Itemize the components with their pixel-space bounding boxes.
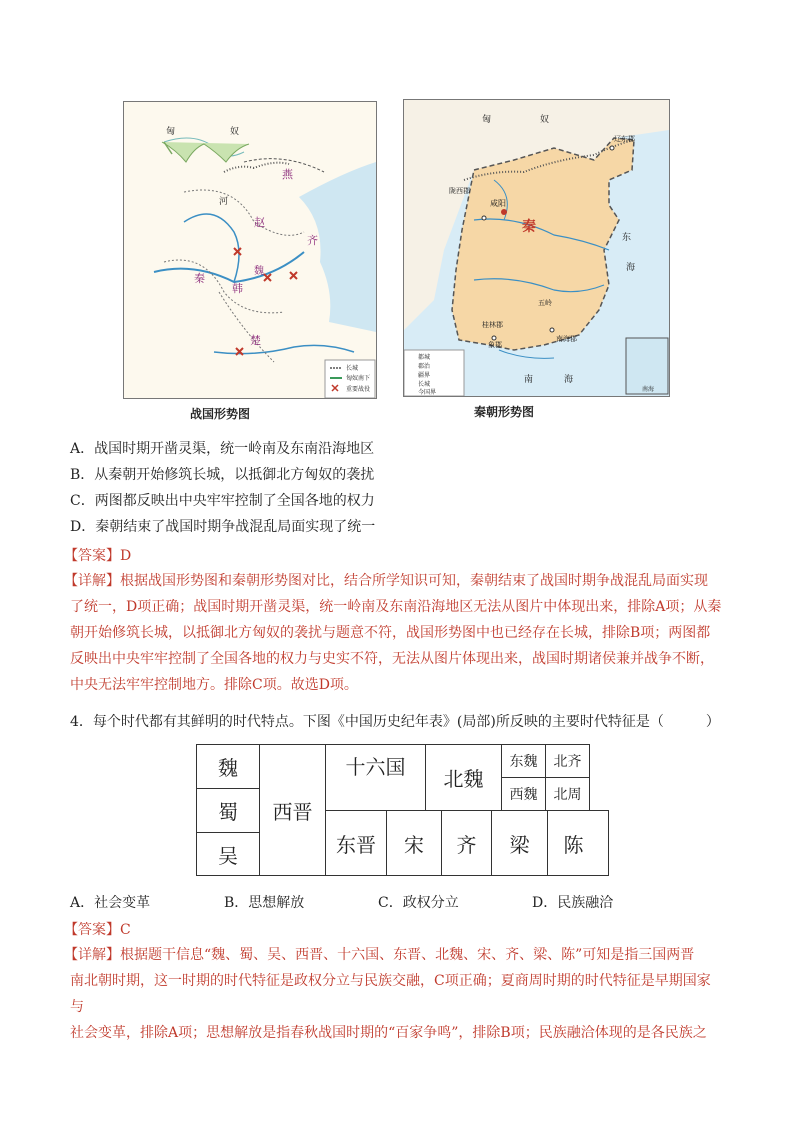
qin-label-sea2: 海 <box>626 263 636 273</box>
q4-detail-line-1 <box>64 942 724 968</box>
cell-song: 宋 <box>386 810 442 876</box>
q4-answer <box>64 919 131 939</box>
q3-option-b: B．从秦朝开始修筑长城，以抵御北方匈奴的袭扰 <box>70 467 375 483</box>
legend-xiongnu-south: 匈奴南下 <box>346 375 371 382</box>
qin-label-xianyang: 咸阳 <box>490 199 506 208</box>
label-xiongnu-b: 奴 <box>230 127 240 137</box>
q3-answer-value: D <box>120 548 132 564</box>
qin-label-longxi: 陇西郡 <box>449 187 470 195</box>
q3-detail-line-3: 朝开始修筑长城，以抵御北方匈奴的袭扰与题意不符，战国形势图中也已经存在长城，排除B项；两图都 <box>70 625 711 641</box>
legend-battle: 重要战役 <box>346 386 371 393</box>
q4-question: 4．每个时代都有其鲜明的时代特点。下图《中国历史纪年表》(局部)所反映的主要时代特征是（ ） <box>70 714 720 730</box>
warring-states-map-drawing <box>124 102 376 398</box>
qin-label-nanhai: 南海郡 <box>556 335 577 343</box>
qin-label-sea3: 南 <box>524 375 534 385</box>
qin-legend-modern-border: 今国界 <box>418 389 437 396</box>
q3-detail-line-2: 了统一，D项正确；战国时期开凿灵渠，统一岭南及东南沿海地区无法从图片中体现出来，排除A项；从秦 <box>70 599 722 615</box>
label-wei: 魏 <box>254 266 264 277</box>
cell-blank-end <box>599 810 609 876</box>
qin-label-liaodong: 辽东郡 <box>614 135 635 143</box>
label-chu: 楚 <box>250 334 261 347</box>
cell-beiqi: 北齐 <box>545 744 590 778</box>
label-xiongnu-a: 匈 <box>166 127 176 137</box>
q3-detail-line-4: 反映出中央牢牢控制了全国各地的权力与史实不符，无法从图片体现出来，战国时期诸侯兼并战争不断， <box>70 651 714 667</box>
cell-qi: 齐 <box>441 810 492 876</box>
label-zhao: 赵 <box>254 216 265 229</box>
qin-label-xiang: 象郡 <box>488 341 502 349</box>
q4-option-d: D．民族融洽 <box>532 895 614 911</box>
cell-beizhou: 北周 <box>545 777 590 811</box>
label-qin: 秦 <box>194 272 205 285</box>
warring-states-caption: 战国形势图 <box>190 407 251 421</box>
cell-xiwei: 西魏 <box>501 777 546 811</box>
q3-answer-label: 【答案】 <box>64 548 120 564</box>
q3-option-c: C．两图都反映出中央牢牢控制了全国各地的权力 <box>70 493 375 509</box>
qin-caption: 秦朝形势图 <box>474 405 535 419</box>
qin-legend-prefecture: 郡治 <box>418 363 431 370</box>
qin-label-sea4: 海 <box>564 375 574 385</box>
qin-label-sea1: 东 <box>622 233 632 243</box>
qin-legend-wall: 长城 <box>418 381 431 388</box>
warring-states-map <box>123 101 377 399</box>
q4-answer-label: 【答案】 <box>64 922 120 938</box>
q3-option-d: D．秦朝结束了战国时期争战混乱局面实现了统一 <box>70 519 376 535</box>
cell-wu: 吴 <box>196 832 260 876</box>
qin-legend-border: 疆界 <box>418 372 431 379</box>
q4-detail-line-2: 南北朝时期，这一时期的时代特征是政权分立与民族交融，C项正确；夏商周时期的时代特征是早期国家与 <box>70 973 711 1015</box>
q4-option-b: B．思想解放 <box>224 895 305 911</box>
label-han: 韩 <box>232 282 243 295</box>
q4-option-a: A．社会变革 <box>70 895 151 911</box>
q4-option-c: C．政权分立 <box>378 895 459 911</box>
q3-detail-line-5: 中央无法牢牢控制地方。排除C项。故选D项。 <box>70 677 358 693</box>
q4-detail <box>64 942 724 1046</box>
qin-map-drawing <box>404 100 669 396</box>
q4-detail-text-1: 根据题干信息“魏、蜀、吴、西晋、十六国、东晋、北魏、宋、齐、梁、陈”可知是指三国两晋 <box>120 947 695 963</box>
qin-label-qin: 秦 <box>522 219 536 235</box>
q4-answer-value: C <box>120 922 131 938</box>
q3-detail-text-1: 根据战国形势图和秦朝形势图对比，结合所学知识可知，秦朝结束了战国时期争战混乱局面实现 <box>120 573 708 589</box>
qin-map <box>403 99 670 397</box>
cell-chen: 陈 <box>547 810 600 876</box>
label-qi: 齐 <box>307 234 318 247</box>
qin-legend-capital: 都城 <box>418 354 431 361</box>
qin-label-inset: 南海 <box>642 386 655 393</box>
cell-wei: 魏 <box>196 744 260 789</box>
cell-dongwei: 东魏 <box>501 744 546 778</box>
cell-xijin: 西晋 <box>259 744 326 876</box>
qin-label-wuling: 五岭 <box>538 299 552 307</box>
q3-detail-line-1 <box>64 568 724 594</box>
label-yan: 燕 <box>282 168 293 181</box>
q4-detail-label: 【详解】 <box>64 947 120 963</box>
q3-option-a: A．战国时期开凿灵渠，统一岭南及东南沿海地区 <box>70 441 375 457</box>
q3-detail-label: 【详解】 <box>64 573 120 589</box>
cell-liang: 梁 <box>491 810 548 876</box>
history-timeline-table <box>196 744 609 876</box>
cell-beiwei: 北魏 <box>425 744 502 811</box>
qin-label-xiongnu-b: 奴 <box>540 115 550 125</box>
cell-shiliuguo: 十六国 <box>325 744 426 811</box>
qin-label-xiongnu-a: 匈 <box>482 115 492 125</box>
cell-shu: 蜀 <box>196 788 260 833</box>
q3-answer <box>64 545 131 565</box>
q4-detail-line-3: 社会变革，排除A项；思想解放是指春秋战国时期的“百家争鸣”，排除B项；民族融洽体现的是各民族之 <box>70 1025 707 1041</box>
cell-dongjin: 东晋 <box>325 810 387 876</box>
qin-label-guilin: 桂林郡 <box>482 321 503 329</box>
legend-great-wall: 长城 <box>346 365 359 372</box>
q3-detail <box>64 568 724 698</box>
label-river: 河 <box>219 197 229 207</box>
